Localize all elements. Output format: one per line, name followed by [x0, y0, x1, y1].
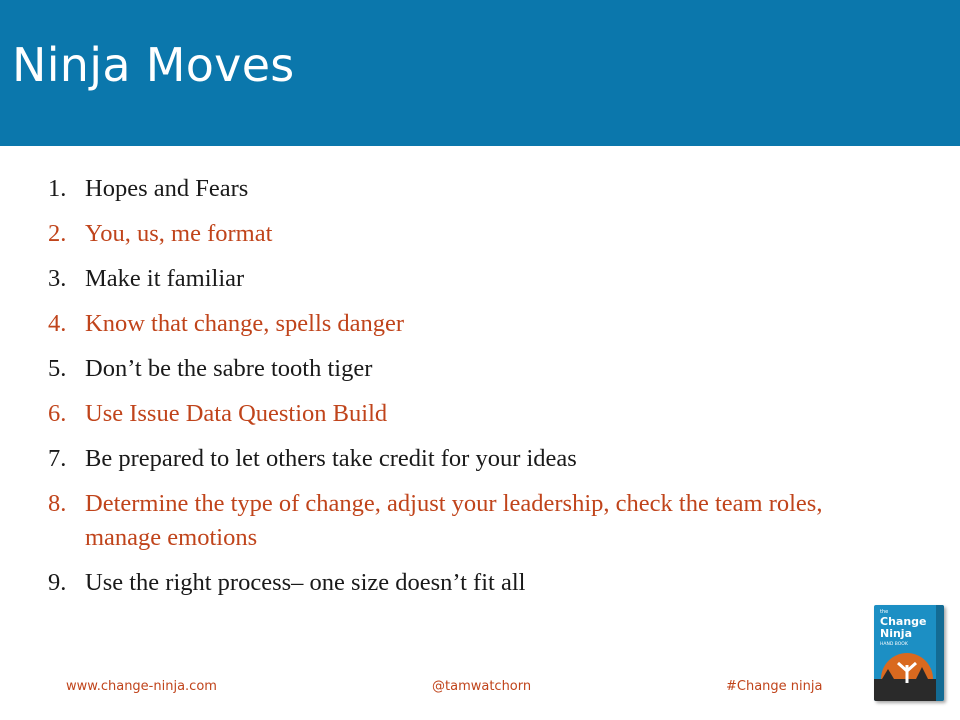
book-line4: HAND BOOK — [880, 642, 908, 647]
website-link[interactable]: www.change-ninja.com — [66, 679, 217, 694]
item-number: 8. — [48, 490, 67, 517]
item-number: 3. — [48, 265, 67, 292]
book-line3: Ninja — [880, 627, 913, 640]
list-item — [48, 442, 848, 476]
item-text: Use Issue Data Question Build — [85, 400, 388, 427]
item-text: Use the right process– one size doesn’t fit all — [85, 569, 526, 596]
book-cover-art — [874, 605, 944, 701]
twitter-handle[interactable]: @tamwatchorn — [432, 679, 532, 694]
item-number: 2. — [48, 220, 67, 247]
item-number: 4. — [48, 310, 67, 337]
item-text: You, us, me format — [85, 220, 273, 247]
book-line1: the — [880, 609, 889, 615]
item-number: 6. — [48, 400, 67, 427]
slide-title: Ninja Moves — [12, 38, 295, 92]
title-bar — [0, 0, 960, 146]
list-item — [48, 487, 848, 555]
list-item — [48, 352, 848, 386]
item-number: 9. — [48, 569, 67, 596]
item-number: 1. — [48, 175, 67, 202]
book-cover-image — [874, 605, 944, 701]
list-item — [48, 307, 848, 341]
list-item — [48, 566, 848, 600]
list-item — [48, 172, 848, 206]
book-line2: Change — [880, 615, 927, 628]
item-number: 5. — [48, 355, 67, 382]
item-text: Make it familiar — [85, 265, 245, 292]
ninja-moves-list — [48, 172, 848, 611]
list-item — [48, 397, 848, 431]
item-text: Don’t be the sabre tooth tiger — [85, 355, 373, 382]
list-item — [48, 262, 848, 296]
item-text: Be prepared to let others take credit for your ideas — [85, 445, 577, 472]
item-text: Determine the type of change, adjust your leadership, check the team roles, manage emotions — [85, 490, 823, 551]
item-text: Hopes and Fears — [85, 175, 249, 202]
hashtag: #Change ninja — [726, 679, 823, 694]
item-number: 7. — [48, 445, 67, 472]
item-text: Know that change, spells danger — [85, 310, 405, 337]
list-item — [48, 217, 848, 251]
